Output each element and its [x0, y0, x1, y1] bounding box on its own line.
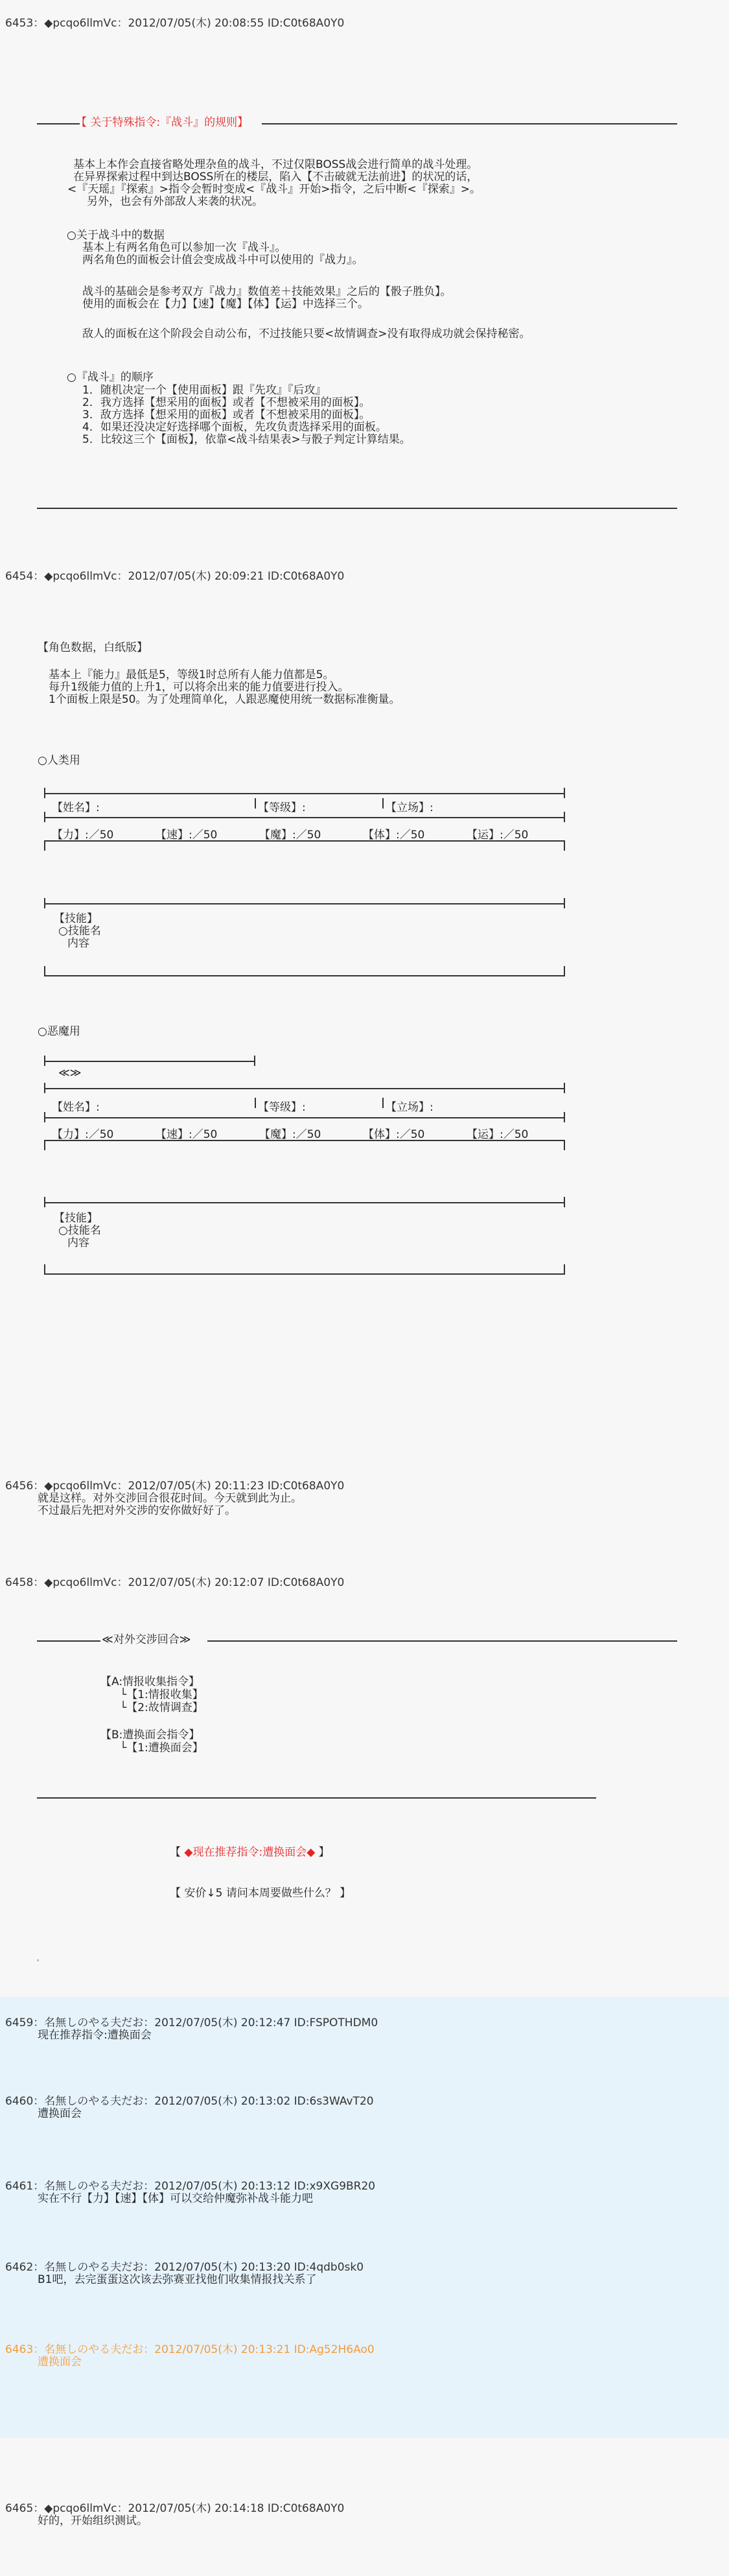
reply-body: 现在推荐指令:遭换面会 [38, 2029, 152, 2042]
recommend-highlight-text: ◆现在推荐指令:遭换面会◆ [184, 1846, 316, 1859]
command-group-a: 【A:情报收集指令】 [100, 1675, 200, 1688]
sheet-border [44, 1083, 565, 1093]
skill-content: 内容 [67, 1236, 89, 1249]
reply-body: 实在不行【力】【速】【体】可以交给仲魔弥补战斗能力吧 [38, 2192, 313, 2205]
rules-line: 敌人的面板在这个阶段会自动公布，不过技能只要<故情调查>没有取得成功就会保持秘密。 [82, 327, 531, 340]
recommended-command: 【 ◆现在推荐指令:遭换面会◆ 】 [170, 1846, 330, 1859]
stat-body: 【体】:／50 [363, 829, 425, 842]
race-label: ≪≫ [58, 1067, 82, 1080]
stance-label: 【立场】: [386, 1101, 434, 1114]
post-body-line: 不过最后先把对外交涉的安你做好好了。 [38, 1504, 236, 1517]
section-title: ○关于战斗中的数据 [67, 229, 165, 242]
reply-body: 遭换面会 [38, 2107, 82, 2120]
divider-tick [382, 798, 384, 809]
name-label: 【姓名】: [52, 801, 100, 814]
post-header: 6454：◆pcqo6llmVc：2012/07/05(木) 20:09:21 ID:C0t68A0Y0 [5, 570, 345, 583]
title-rule-right [207, 1640, 677, 1642]
diplomacy-title: ≪对外交涉回合≫ [102, 1633, 191, 1646]
intro-line: 基本上『能力』最低是5，等级1时总所有人能力值都是5。 [49, 668, 334, 681]
intro-line: 1个面板上限是50。为了处理简单化，人跟恶魔使用统一数据标准衡量。 [49, 693, 400, 706]
post-header: 6456：◆pcqo6llmVc：2012/07/05(木) 20:11:23 ID:C0t68A0Y0 [5, 1480, 345, 1493]
post-header: 6453：◆pcqo6llmVc：2012/07/05(木) 20:08:55 ID:C0t68A0Y0 [5, 17, 345, 30]
vote-question: 【 安价↓5 请问本周要做些什么？ 】 [170, 1887, 351, 1900]
rules-line: 4．如果还没决定好选择哪个面板，先攻负责选择采用的面板。 [82, 421, 387, 434]
stat-strength: 【力】:／50 [52, 1128, 114, 1141]
section-title: ○『战斗』的顺序 [67, 371, 154, 384]
post-header: 6458：◆pcqo6llmVc：2012/07/05(木) 20:12:07 ID:C0t68A0Y0 [5, 1576, 345, 1589]
title-rule-left [37, 1640, 100, 1642]
command-item: └【1:情报收集】 [120, 1688, 203, 1701]
stat-magic: 【魔】:／50 [259, 1128, 321, 1141]
reply-header: 6460：名無しのやる夫だお：2012/07/05(木) 20:13:02 ID:6s3WAvT20 [5, 2095, 374, 2108]
skill-name: ○技能名 [58, 1224, 101, 1237]
rules-line: 两名角色的面板会计值会变成战斗中可以使用的『战力』。 [82, 254, 364, 266]
divider-tick [255, 1098, 256, 1108]
divider-tick [255, 798, 256, 809]
stat-luck: 【运】:／50 [467, 1128, 529, 1141]
command-item: └【1:遭换面会】 [120, 1742, 203, 1755]
skill-content: 内容 [67, 937, 89, 950]
reply-header-highlighted: 6463：名無しのやる夫だお：2012/07/05(木) 20:13:21 ID:Ag52H6Ao0 [5, 2343, 375, 2356]
post-body: 好的，开始组织测试。 [38, 2514, 148, 2527]
stat-magic: 【魔】:／50 [259, 829, 321, 842]
rules-title: 【 关于特殊指令:『战斗』的规则】 [76, 116, 249, 129]
post-body-line: 就是这样。对外交涉回合很花时间。今天就到此为止。 [38, 1492, 302, 1505]
sheet-border [44, 1112, 565, 1122]
divider [37, 508, 677, 509]
skills-border [44, 966, 565, 976]
character-sheet-title: 【角色数据，白纸版】 [38, 641, 148, 654]
name-label: 【姓名】: [52, 1101, 100, 1114]
command-group-b: 【B:遭换面会指令】 [100, 1729, 200, 1742]
rules-line: 基本上有两名角色可以参加一次『战斗』。 [82, 241, 286, 254]
rules-line: 1．随机决定一个【使用面板】跟『先攻』『后攻』 [82, 384, 327, 397]
level-label: 【等级】: [258, 1101, 306, 1114]
separator-dot [37, 1959, 39, 1961]
sheet-border [44, 812, 565, 822]
reply-header: 6462：名無しのやる夫だお：2012/07/05(木) 20:13:20 ID:4qdb0sk0 [5, 2261, 364, 2274]
divider-tick [382, 1098, 384, 1108]
rules-line: 3．敌方选择【想采用的面板】或者【不想被采用的面板】。 [82, 408, 371, 421]
rules-line: 5．比较这三个【面板】，依靠<战斗结果表>与骰子判定计算结果。 [82, 433, 411, 446]
title-rule-left [37, 123, 80, 124]
level-label: 【等级】: [258, 801, 306, 814]
command-item: └【2:故情调查】 [120, 1701, 203, 1714]
rules-line: 另外，也会有外部敌人来袭的状况。 [87, 195, 263, 208]
demon-template-label: ○恶魔用 [38, 1025, 80, 1038]
skill-name: ○技能名 [58, 925, 101, 938]
sheet-border [44, 840, 565, 851]
stance-label: 【立场】: [386, 801, 434, 814]
reply-body: B1吧，去完蛋蛋这次该去弥赛亚找他们收集情报找关系了 [38, 2273, 317, 2286]
reply-header: 6461：名無しのやる夫だお：2012/07/05(木) 20:13:12 ID:x9XG9BR20 [5, 2180, 376, 2193]
skills-border [44, 898, 565, 908]
intro-line: 每升1级能力值的上升1，可以将余出来的能力值要进行投入。 [49, 681, 349, 694]
sheet-border [44, 1140, 565, 1150]
human-template-label: ○人类用 [38, 754, 80, 767]
skills-label: 【技能】 [54, 1212, 98, 1225]
stat-strength: 【力】:／50 [52, 829, 114, 842]
skills-label: 【技能】 [54, 912, 98, 925]
title-rule-right [262, 123, 677, 124]
reply-header: 6459：名無しのやる夫だお：2012/07/05(木) 20:12:47 ID:FSPOTHDM0 [5, 2016, 378, 2029]
stat-speed: 【速】:／50 [156, 829, 218, 842]
skills-border [44, 1197, 565, 1207]
post-header: 6465：◆pcqo6llmVc：2012/07/05(木) 20:14:18 ID:C0t68A0Y0 [5, 2502, 345, 2515]
skills-border [44, 1264, 565, 1275]
rules-line: 在异界探索过程中到达BOSS所在的楼层，陷入【不击破就无法前进】的状况的话， [73, 171, 478, 183]
stat-luck: 【运】:／50 [467, 829, 529, 842]
replies-background [0, 1997, 729, 2438]
rules-line: 战斗的基础会是参考双方『战力』数值差＋技能效果』之后的【骰子胜负】。 [82, 285, 452, 298]
divider [37, 1797, 596, 1799]
rules-line: 使用的面板会在【力】【速】【魔】【体】【运】中选择三个。 [82, 298, 369, 311]
stat-speed: 【速】:／50 [156, 1128, 218, 1141]
sheet-border [44, 788, 565, 798]
rules-line: <『天瑶』『探索』>指令会暂时变成<『战斗』开始>指令，之后中断<『探索』>。 [67, 183, 481, 196]
stat-body: 【体】:／50 [363, 1128, 425, 1141]
rules-line: 2．我方选择【想采用的面板】或者【不想被采用的面板】。 [82, 396, 371, 409]
rules-line: 基本上本作会直接省略处理杂鱼的战斗，不过仅限BOSS战会进行简单的战斗处理。 [73, 158, 478, 171]
race-border [44, 1056, 255, 1066]
reply-body-highlighted: 遭换面会 [38, 2356, 82, 2369]
